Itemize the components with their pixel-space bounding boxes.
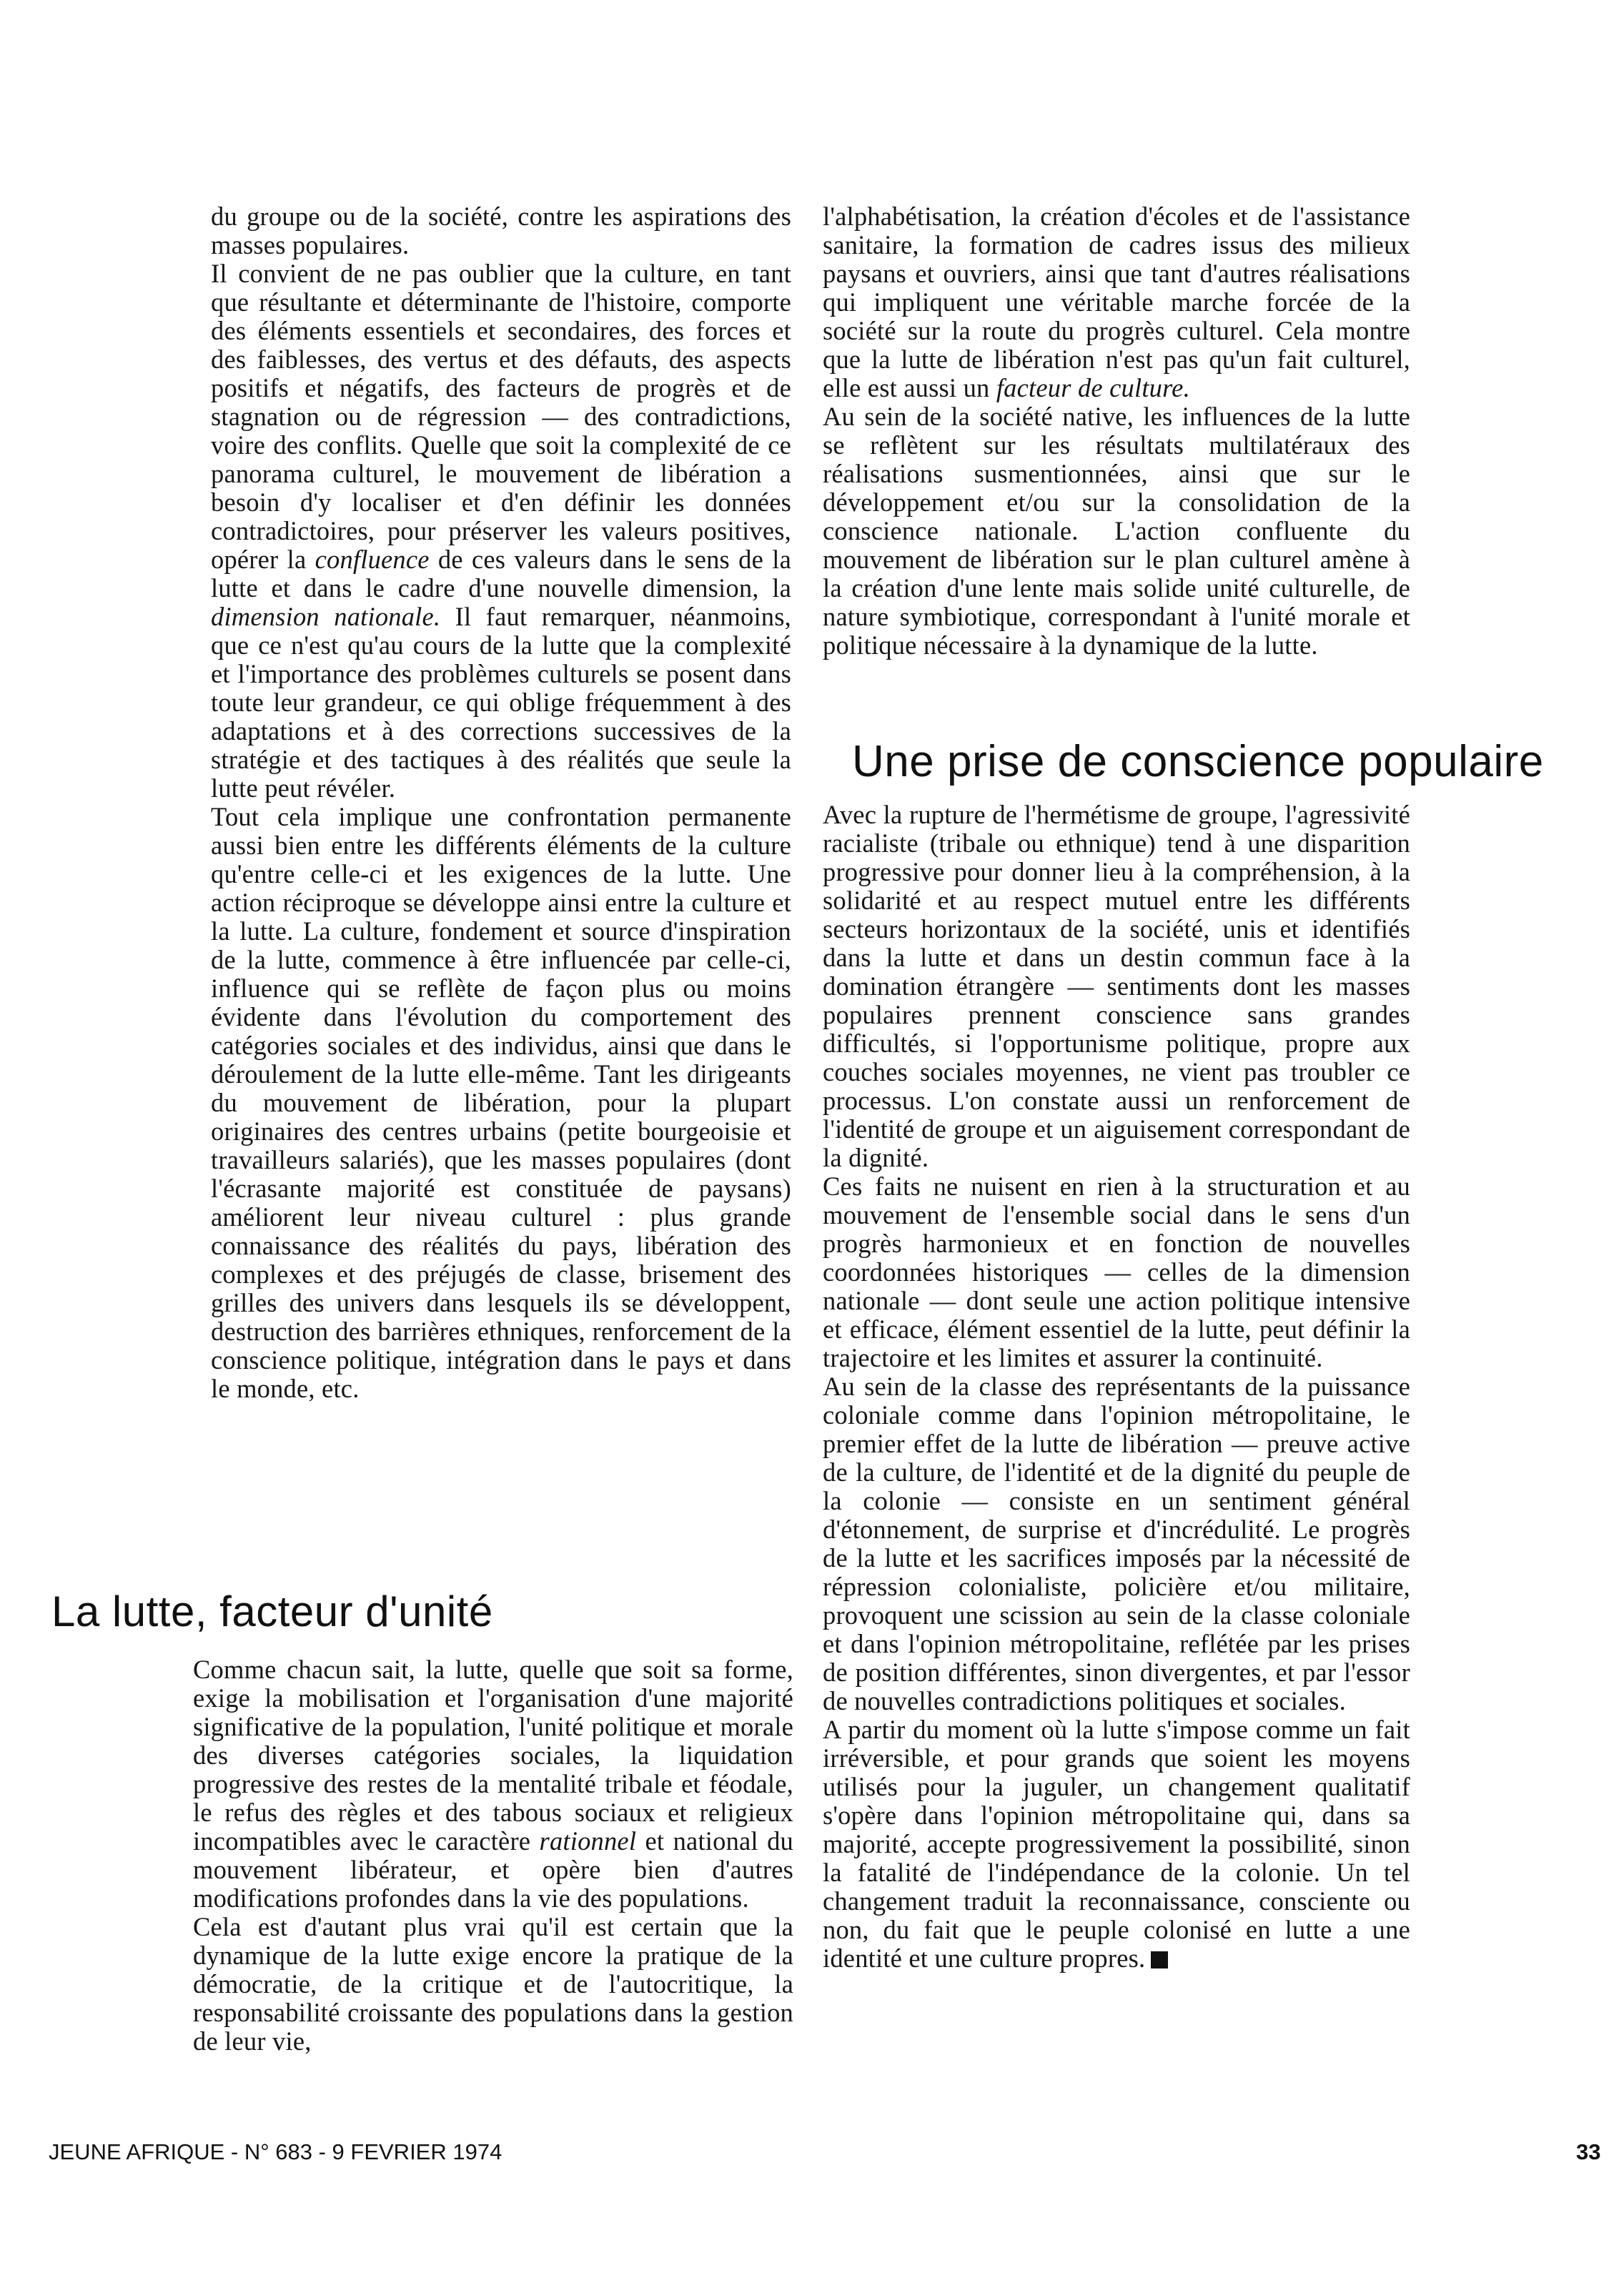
- paragraph: Au sein de la classe des représentants de la puissance coloniale comme dans l'opinion métropolitaine, le premier effet de la lutte de libération — preuve active de la culture, de l'identité et de la dignité du peuple de la colonie — consiste en un sentiment général d'étonnement, de surprise et d'incrédulité. Le progrès de la lutte et les sacrifices imposés par la nécessité de répression colonialiste, policière et/ou militaire, provoquent une scission au sein de la classe coloniale et dans l'opinion métropolitaine, reflétée par les prises de position différentes, sinon divergentes, et par l'essor de nouvelles contradictions politiques et sociales.: [823, 1372, 1410, 1715]
- paragraph: Au sein de la société native, les influences de la lutte se reflètent sur les résultats multilatéraux des réalisations susmentionnées, ainsi que sur le développement et/ou sur la consolidation de la conscience nationale. L'action confluente du mouvement de libération sur le plan culturel amène à la création d'une lente mais solide unité culturelle, de nature symbiotique, correspondant à l'unité morale et politique nécessaire à la dynamique de la lutte.: [823, 402, 1410, 660]
- paragraph: Comme chacun sait, la lutte, quelle que soit sa forme, exige la mobilisation et l'organisation d'une majorité significative de la population, l'unité politique et morale des diverses catégories sociales, la liquidation progressive des restes de la mentalité tribale et féodale, le refus des règles et des tabous sociaux et religieux incompatibles avec le caractère rationnel et national du mouvement libérateur, et opère bien d'autres modifications profondes dans la vie des populations.: [193, 1655, 793, 1913]
- paragraph: Il convient de ne pas oublier que la culture, en tant que résultante et déterminante de l'histoire, comporte des éléments essentiels et secondaires, des forces et des faiblesses, des vertus et des défauts, des aspects positifs et négatifs, des facteurs de progrès et de stagnation ou de régression — des contradictions, voire des conflits. Quelle que soit la complexité de ce panorama culturel, le mouvement de libération a besoin d'y localiser et d'en définir les données contradictoires, pour préserver les valeurs positives, opérer la confluence de ces valeurs dans le sens de la lutte et dans le cadre d'une nouvelle dimension, la dimension nationale. Il faut remarquer, néanmoins, que ce n'est qu'au cours de la lutte que la complexité et l'importance des problèmes culturels se posent dans toute leur grandeur, ce qui oblige fréquemment à des adaptations et à des corrections successives de la stratégie et des tactiques à des réalités que seule la lutte peut révéler.: [211, 259, 791, 803]
- section-heading-unity: La lutte, facteur d'unité: [51, 1588, 493, 1635]
- end-of-article-square-icon: [1151, 1951, 1168, 1968]
- paragraph: l'alphabétisation, la création d'écoles et de l'assistance sanitaire, la formation de cadres issus des milieux paysans et ouvriers, ainsi que tant d'autres réalisations qui impliquent une véritable marche forcée de la société sur la route du progrès culturel. Cela montre que la lutte de libération n'est pas qu'un fait culturel, elle est aussi un facteur de culture.: [823, 202, 1410, 402]
- paragraph: Avec la rupture de l'hermétisme de groupe, l'agressivité racialiste (tribale ou ethnique) tend à une disparition progressive pour donner lieu à la compréhension, à la solidarité et au respect mutuel entre les différents secteurs horizontaux de la société, unis et identifiés dans la lutte et dans un destin commun face à la domination étrangère — sentiments dont les masses populaires prennent conscience sans grandes difficultés, si l'opportunisme politique, propre aux couches sociales moyennes, ne vient pas troubler ce processus. L'on constate aussi un renforcement de l'identité de groupe et un aiguisement correspondant de la dignité.: [823, 800, 1410, 1172]
- paragraph: Cela est d'autant plus vrai qu'il est certain que la dynamique de la lutte exige encore la pratique de la démocratie, de la critique et de l'autocritique, la responsabilité croissante des populations dans la gestion de leur vie,: [193, 1912, 793, 2056]
- left-column-top: [211, 202, 791, 1403]
- right-column-bottom: [823, 801, 1410, 1973]
- paragraph: A partir du moment où la lutte s'impose comme un fait irréversible, et pour grands que soient les moyens utilisés pour la juguler, un changement qualitatif s'opère dans l'opinion métropolitaine qui, dans sa majorité, accepte progressivement la possibilité, sinon la fatalité de l'indépendance de la colonie. Un tel changement traduit la reconnaissance, consciente ou non, du fait que le peuple colonisé en lutte a une identité et une culture propres.: [823, 1715, 1410, 1973]
- paragraph: du groupe ou de la société, contre les aspirations des masses populaires.: [211, 202, 791, 259]
- footer-publication: JEUNE AFRIQUE - N° 683 - 9 FEVRIER 1974: [49, 2139, 502, 2164]
- section-heading-awareness: Une prise de conscience populaire: [852, 737, 1544, 786]
- paragraph: Tout cela implique une confrontation permanente aussi bien entre les différents éléments de la culture qu'entre celle-ci et les exigences de la lutte. Une action réciproque se développe ainsi entre la culture et la lutte. La culture, fondement et source d'inspiration de la lutte, commence à être influencée par celle-ci, influence qui se reflète de façon plus ou moins évidente dans l'évolution du comportement des catégories sociales et des individus, ainsi que dans le déroulement de la lutte elle-même. Tant les dirigeants du mouvement de libération, pour la plupart originaires des centres urbains (petite bourgeoisie et travailleurs salariés), que les masses populaires (dont l'écrasante majorité est constituée de paysans) améliorent leur niveau culturel : plus grande connaissance des réalités du pays, libération des complexes et des préjugés de classe, brisement des grilles des univers dans lesquels ils se développent, destruction des barrières ethniques, renforcement de la conscience politique, intégration dans le pays et dans le monde, etc.: [211, 802, 791, 1403]
- page-number: 33: [1576, 2139, 1601, 2164]
- right-column-top: [823, 202, 1410, 660]
- left-column-bottom: [193, 1655, 793, 2056]
- paragraph: Ces faits ne nuisent en rien à la structuration et au mouvement de l'ensemble social dans le sens d'un progrès harmonieux et en fonction de nouvelles coordonnées historiques — celles de la dimension nationale — dont seule une action politique intensive et efficace, élément essentiel de la lutte, peut définir la trajectoire et les limites et assurer la continuité.: [823, 1172, 1410, 1372]
